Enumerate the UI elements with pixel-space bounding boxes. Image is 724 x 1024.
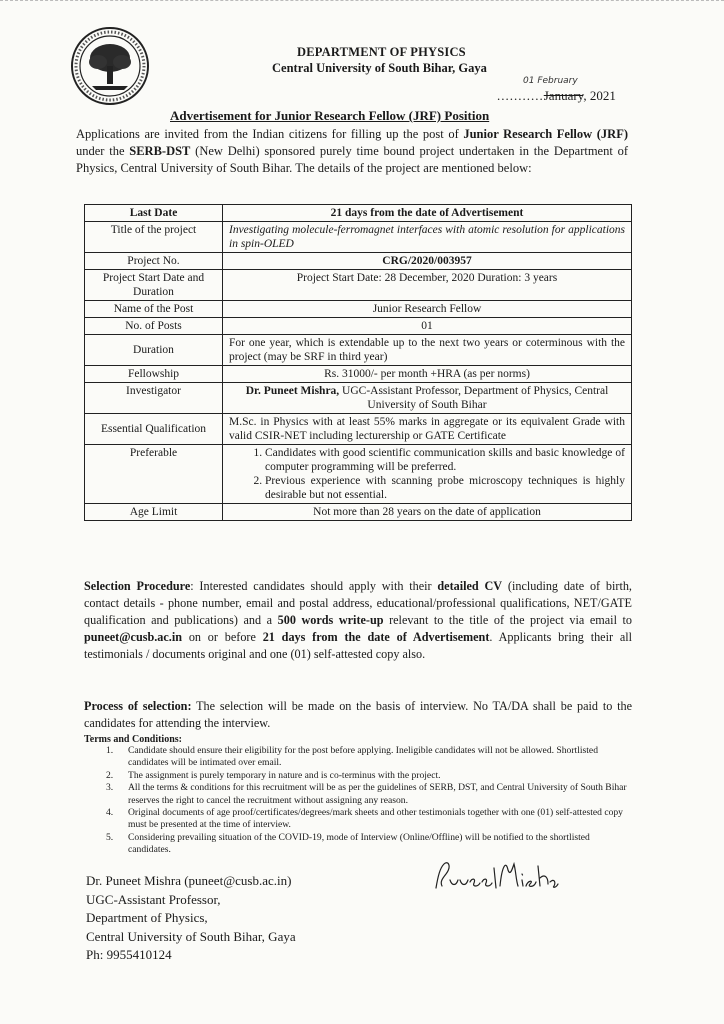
term-number: 3. xyxy=(106,782,114,794)
table-row xyxy=(85,504,632,521)
university-seal-logo xyxy=(70,26,150,106)
list-item xyxy=(106,807,632,832)
signatory-name: Dr. Puneet Mishra (puneet@cusb.ac.in) xyxy=(86,873,292,888)
list-item xyxy=(106,745,632,770)
department-heading: DEPARTMENT OF PHYSICS xyxy=(297,45,466,59)
table-label: Age Limit xyxy=(85,504,223,521)
table-label: Essential Qualification xyxy=(85,414,223,445)
table-value: Project Start Date: 28 December, 2020 Duration: 3 years xyxy=(223,270,632,301)
date-struck-month: January xyxy=(543,88,584,103)
term-text: Considering prevailing situation of the COVID-19, mode of Interview (Online/Offline) will be notified to the shortlisted candidates. xyxy=(128,831,590,856)
list-item: 2. Previous experience with scanning probe microscopy techniques is highly desirable but not essential. xyxy=(265,474,625,502)
handwritten-date: 01 February xyxy=(523,76,578,86)
selection-bold-writeup: 500 words write-up xyxy=(277,613,384,627)
selection-email: puneet@cusb.ac.in xyxy=(84,630,183,644)
term-text: All the terms & conditions for this recruitment will be as per the guidelines of SERB, DST, and Central University of South Bihar reserves the right to cancel the recruitment without assigning any reason. xyxy=(128,782,627,806)
date-dots: ........... xyxy=(497,88,544,103)
list-item xyxy=(106,770,632,782)
selection-text-3: relevant to the title of the project via email to xyxy=(383,613,632,627)
table-row xyxy=(85,445,632,504)
selection-text-2: (including date of birth, contact details - phone number, email and postal address, educational/professional qualifications, NET/GATE qualification and publications) and a xyxy=(84,579,632,627)
selection-bold-deadline: 21 days from the date of Advertisement xyxy=(262,630,490,644)
list-item: 1. Candidates with good scientific communication skills and basic knowledge of computer programming will be preferred. xyxy=(265,446,625,474)
details-table xyxy=(84,204,632,521)
table-label: Fellowship xyxy=(85,366,223,383)
signature-block xyxy=(86,872,296,965)
intro-text-1: Applications are invited from the Indian citizens for filling up the post of xyxy=(76,127,464,141)
process-label: Process of selection: xyxy=(84,699,192,713)
handwritten-signature xyxy=(430,846,560,906)
signatory-phone: Ph: 9955410124 xyxy=(86,947,172,962)
date-year: , 2021 xyxy=(583,88,616,103)
table-row xyxy=(85,205,632,222)
term-text: The assignment is purely temporary in nature and is co-terminus with the project. xyxy=(128,769,441,781)
signatory-department: Department of Physics, xyxy=(86,910,208,925)
intro-text-3: (New Delhi) sponsored purely time bound project undertaken in the Department of Physics, Central University of South Bihar. The details of the project are mentioned below: xyxy=(76,144,628,175)
table-value: Rs. 31000/- per month +HRA (as per norms) xyxy=(223,366,632,383)
intro-text-2: under the xyxy=(76,144,130,158)
selection-text-1: : Interested candidates should apply with their xyxy=(190,579,438,593)
intro-paragraph xyxy=(76,126,628,177)
table-value: M.Sc. in Physics with at least 55% marks in aggregate or its equivalent Grade with valid CSIR-NET including lecturership or GATE Certificate xyxy=(223,414,632,445)
term-number: 1. xyxy=(106,745,114,756)
table-label: Last Date xyxy=(85,205,223,222)
table-value: Junior Research Fellow xyxy=(223,301,632,318)
table-row xyxy=(85,318,632,335)
table-label: No. of Posts xyxy=(85,318,223,335)
investigator-details: UGC-Assistant Professor, Department of Physics, Central University of South Bihar xyxy=(339,385,609,411)
university-heading: Central University of South Bihar, Gaya xyxy=(272,61,487,75)
table-row xyxy=(85,335,632,366)
table-value: Not more than 28 years on the date of application xyxy=(223,504,632,521)
process-text: The selection will be made on the basis of interview. No TA/DA shall be paid to the candidates for attending the interview. xyxy=(84,699,632,730)
table-value: 21 days from the date of Advertisement xyxy=(223,205,632,222)
table-label: Title of the project xyxy=(85,222,223,253)
term-number: 2. xyxy=(106,769,114,781)
terms-list xyxy=(106,745,632,857)
selection-text-5: . Applicants bring their all testimonials / documents original and one (01) self-attested copy also. xyxy=(84,630,633,661)
table-row xyxy=(85,253,632,270)
table-row xyxy=(85,414,632,445)
process-of-selection-paragraph xyxy=(84,698,632,732)
scan-edge xyxy=(0,0,724,9)
table-label: Project No. xyxy=(85,253,223,270)
list-item xyxy=(106,782,632,807)
table-value xyxy=(223,445,632,504)
table-label: Duration xyxy=(85,335,223,366)
table-value: Investigating molecule-ferromagnet interfaces with atomic resolution for applications in spin-OLED xyxy=(223,222,632,253)
term-number: 5. xyxy=(106,831,114,843)
selection-label: Selection Procedure xyxy=(84,579,191,593)
table-value: 01 xyxy=(223,318,632,335)
term-text: Candidate should ensure their eligibility for the post before applying. Ineligible candidates will not be allowed. Shortlisted candidates will be intimated over email. xyxy=(128,745,598,769)
table-row xyxy=(85,383,632,414)
table-label: Preferable xyxy=(85,445,223,504)
advertisement-title: Advertisement for Junior Research Fellow (JRF) Position xyxy=(170,108,490,123)
signatory-designation: UGC-Assistant Professor, xyxy=(86,891,221,907)
investigator-name: Dr. Puneet Mishra, xyxy=(245,385,340,397)
terms-heading: Terms and Conditions: xyxy=(84,734,182,745)
table-label: Investigator xyxy=(85,383,223,414)
table-row xyxy=(85,366,632,383)
term-text: Original documents of age proof/certificates/degrees/mark sheets and other testimonials together with one (01) self-attested copy must be presented at the time of interview. xyxy=(128,807,623,831)
table-row xyxy=(85,222,632,253)
table-value: CRG/2020/003957 xyxy=(223,253,632,270)
selection-text-4: on or before xyxy=(182,630,263,644)
intro-bold-jrf: Junior Research Fellow (JRF) xyxy=(463,127,628,141)
table-value xyxy=(223,383,632,414)
signatory-university: Central University of South Bihar, Gaya xyxy=(86,928,296,944)
table-row xyxy=(85,270,632,301)
preferable-list xyxy=(229,446,625,502)
table-label: Project Start Date and Duration xyxy=(85,270,223,301)
date-line xyxy=(497,88,616,104)
table-value: For one year, which is extendable up to the next two years or coterminous with the project (may be SRF in third year) xyxy=(223,335,632,366)
intro-bold-serb: SERB-DST xyxy=(129,144,191,158)
term-number: 4. xyxy=(106,807,114,819)
selection-procedure-paragraph xyxy=(84,578,632,663)
table-label: Name of the Post xyxy=(85,301,223,318)
table-row xyxy=(85,301,632,318)
selection-bold-cv: detailed CV xyxy=(437,579,503,593)
